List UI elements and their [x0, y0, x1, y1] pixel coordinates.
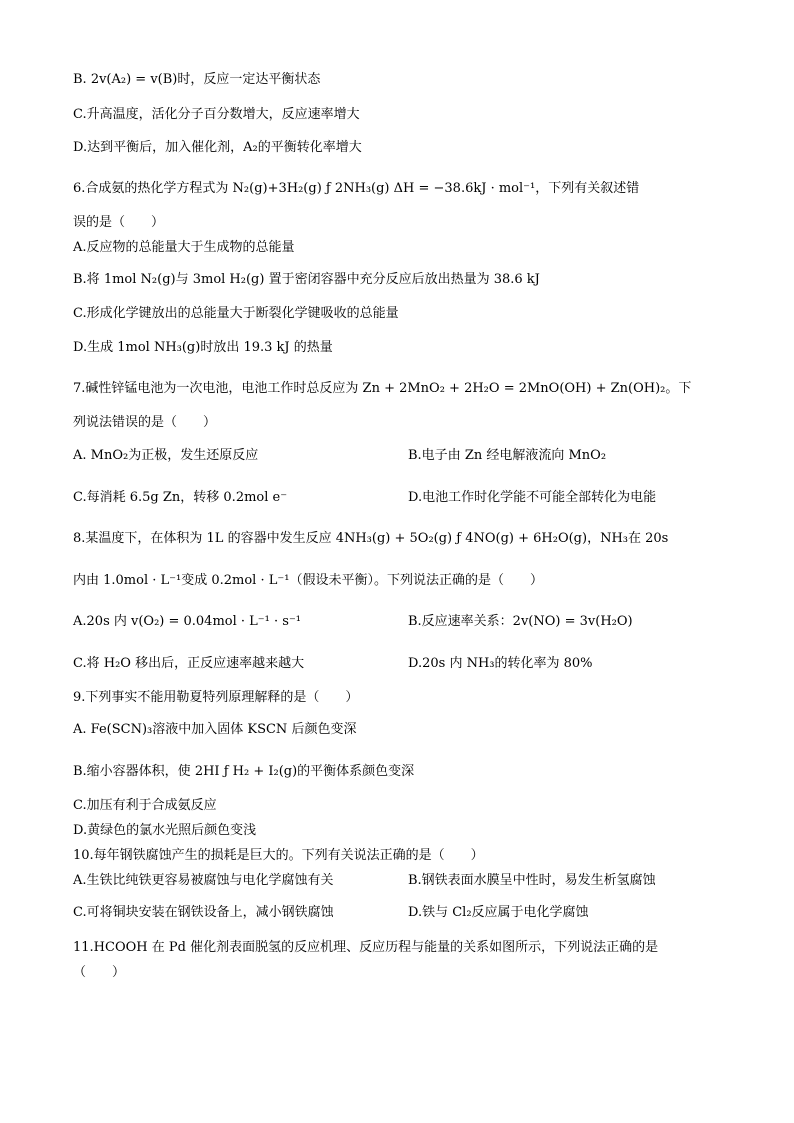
q10-option-d: D.铁与 Cl₂反应属于电化学腐蚀: [408, 905, 589, 920]
q8-stem-line2: 内由 1.0mol · L⁻¹变成 0.2mol · L⁻¹（假设未平衡）。下列说法正确的是（ ）: [73, 573, 543, 588]
q9-option-c: C.加压有利于合成氨反应: [73, 798, 217, 813]
q6-stem-line2: 误的是（ ）: [73, 215, 165, 230]
q7-option-c: C.每消耗 6.5g Zn，转移 0.2mol e⁻: [73, 490, 288, 505]
q5-option-d: D.达到平衡后，加入催化剂，A₂的平衡转化率增大: [73, 140, 362, 155]
q6-option-b: B.将 1mol N₂(g)与 3mol H₂(g) 置于密闭容器中充分反应后放出热量为 38.6 kJ: [73, 272, 540, 287]
q8-option-c: C.将 H₂O 移出后，正反应速率越来越大: [73, 656, 305, 671]
q6-option-c: C.形成化学键放出的总能量大于断裂化学键吸收的总能量: [73, 306, 399, 321]
q5-option-c: C.升高温度，活化分子百分数增大，反应速率增大: [73, 107, 360, 122]
q9-stem: 9.下列事实不能用勒夏特列原理解释的是（ ）: [73, 690, 359, 705]
q11-stem-line2: （ ）: [73, 965, 126, 980]
q9-option-b: B.缩小容器体积，使 2HI ƒ H₂ + I₂(g)的平衡体系颜色变深: [73, 764, 415, 779]
q7-option-b: B.电子由 Zn 经电解液流向 MnO₂: [408, 448, 607, 463]
q9-option-a: A. Fe(SCN)₃溶液中加入固体 KSCN 后颜色变深: [73, 722, 357, 737]
q8-option-b: B.反应速率关系：2v(NO) = 3v(H₂O): [408, 614, 633, 629]
q11-stem-line1: 11.HCOOH 在 Pd 催化剂表面脱氢的反应机理、反应历程与能量的关系如图所示，下列说法正确的是: [73, 940, 659, 955]
q8-option-d: D.20s 内 NH₃的转化率为 80%: [408, 656, 593, 671]
q10-option-a: A.生铁比纯铁更容易被腐蚀与电化学腐蚀有关: [73, 873, 334, 888]
q6-option-a: A.反应物的总能量大于生成物的总能量: [73, 240, 295, 255]
q10-option-b: B.钢铁表面水膜呈中性时，易发生析氢腐蚀: [408, 873, 656, 888]
q7-option-d: D.电池工作时化学能不可能全部转化为电能: [408, 490, 657, 505]
q7-stem-line1: 7.碱性锌锰电池为一次电池，电池工作时总反应为 Zn + 2MnO₂ + 2H₂O = 2MnO(OH) + Zn(OH)₂。下: [73, 381, 692, 396]
q7-option-a: A. MnO₂为正极，发生还原反应: [73, 448, 259, 463]
q5-option-b: B. 2v(A₂) = v(B)时，反应一定达平衡状态: [73, 72, 321, 87]
q10-stem: 10.每年钢铁腐蚀产生的损耗是巨大的。下列有关说法正确的是（ ）: [73, 848, 484, 863]
q6-option-d: D.生成 1mol NH₃(g)时放出 19.3 kJ 的热量: [73, 340, 333, 355]
q8-stem-line1: 8.某温度下，在体积为 1L 的容器中发生反应 4NH₃(g) + 5O₂(g) ƒ 4NO(g) + 6H₂O(g)，NH₃在 20s: [73, 531, 669, 546]
q7-stem-line2: 列说法错误的是（ ）: [73, 415, 217, 430]
q10-option-c: C.可将铜块安装在钢铁设备上，减小钢铁腐蚀: [73, 905, 334, 920]
q8-option-a: A.20s 内 v(O₂) = 0.04mol · L⁻¹ · s⁻¹: [73, 614, 302, 629]
q9-option-d: D.黄绿色的氯水光照后颜色变浅: [73, 823, 257, 838]
q6-stem-line1: 6.合成氨的热化学方程式为 N₂(g)+3H₂(g) ƒ 2NH₃(g) ΔH = −38.6kJ · mol⁻¹，下列有关叙述错: [73, 181, 640, 196]
